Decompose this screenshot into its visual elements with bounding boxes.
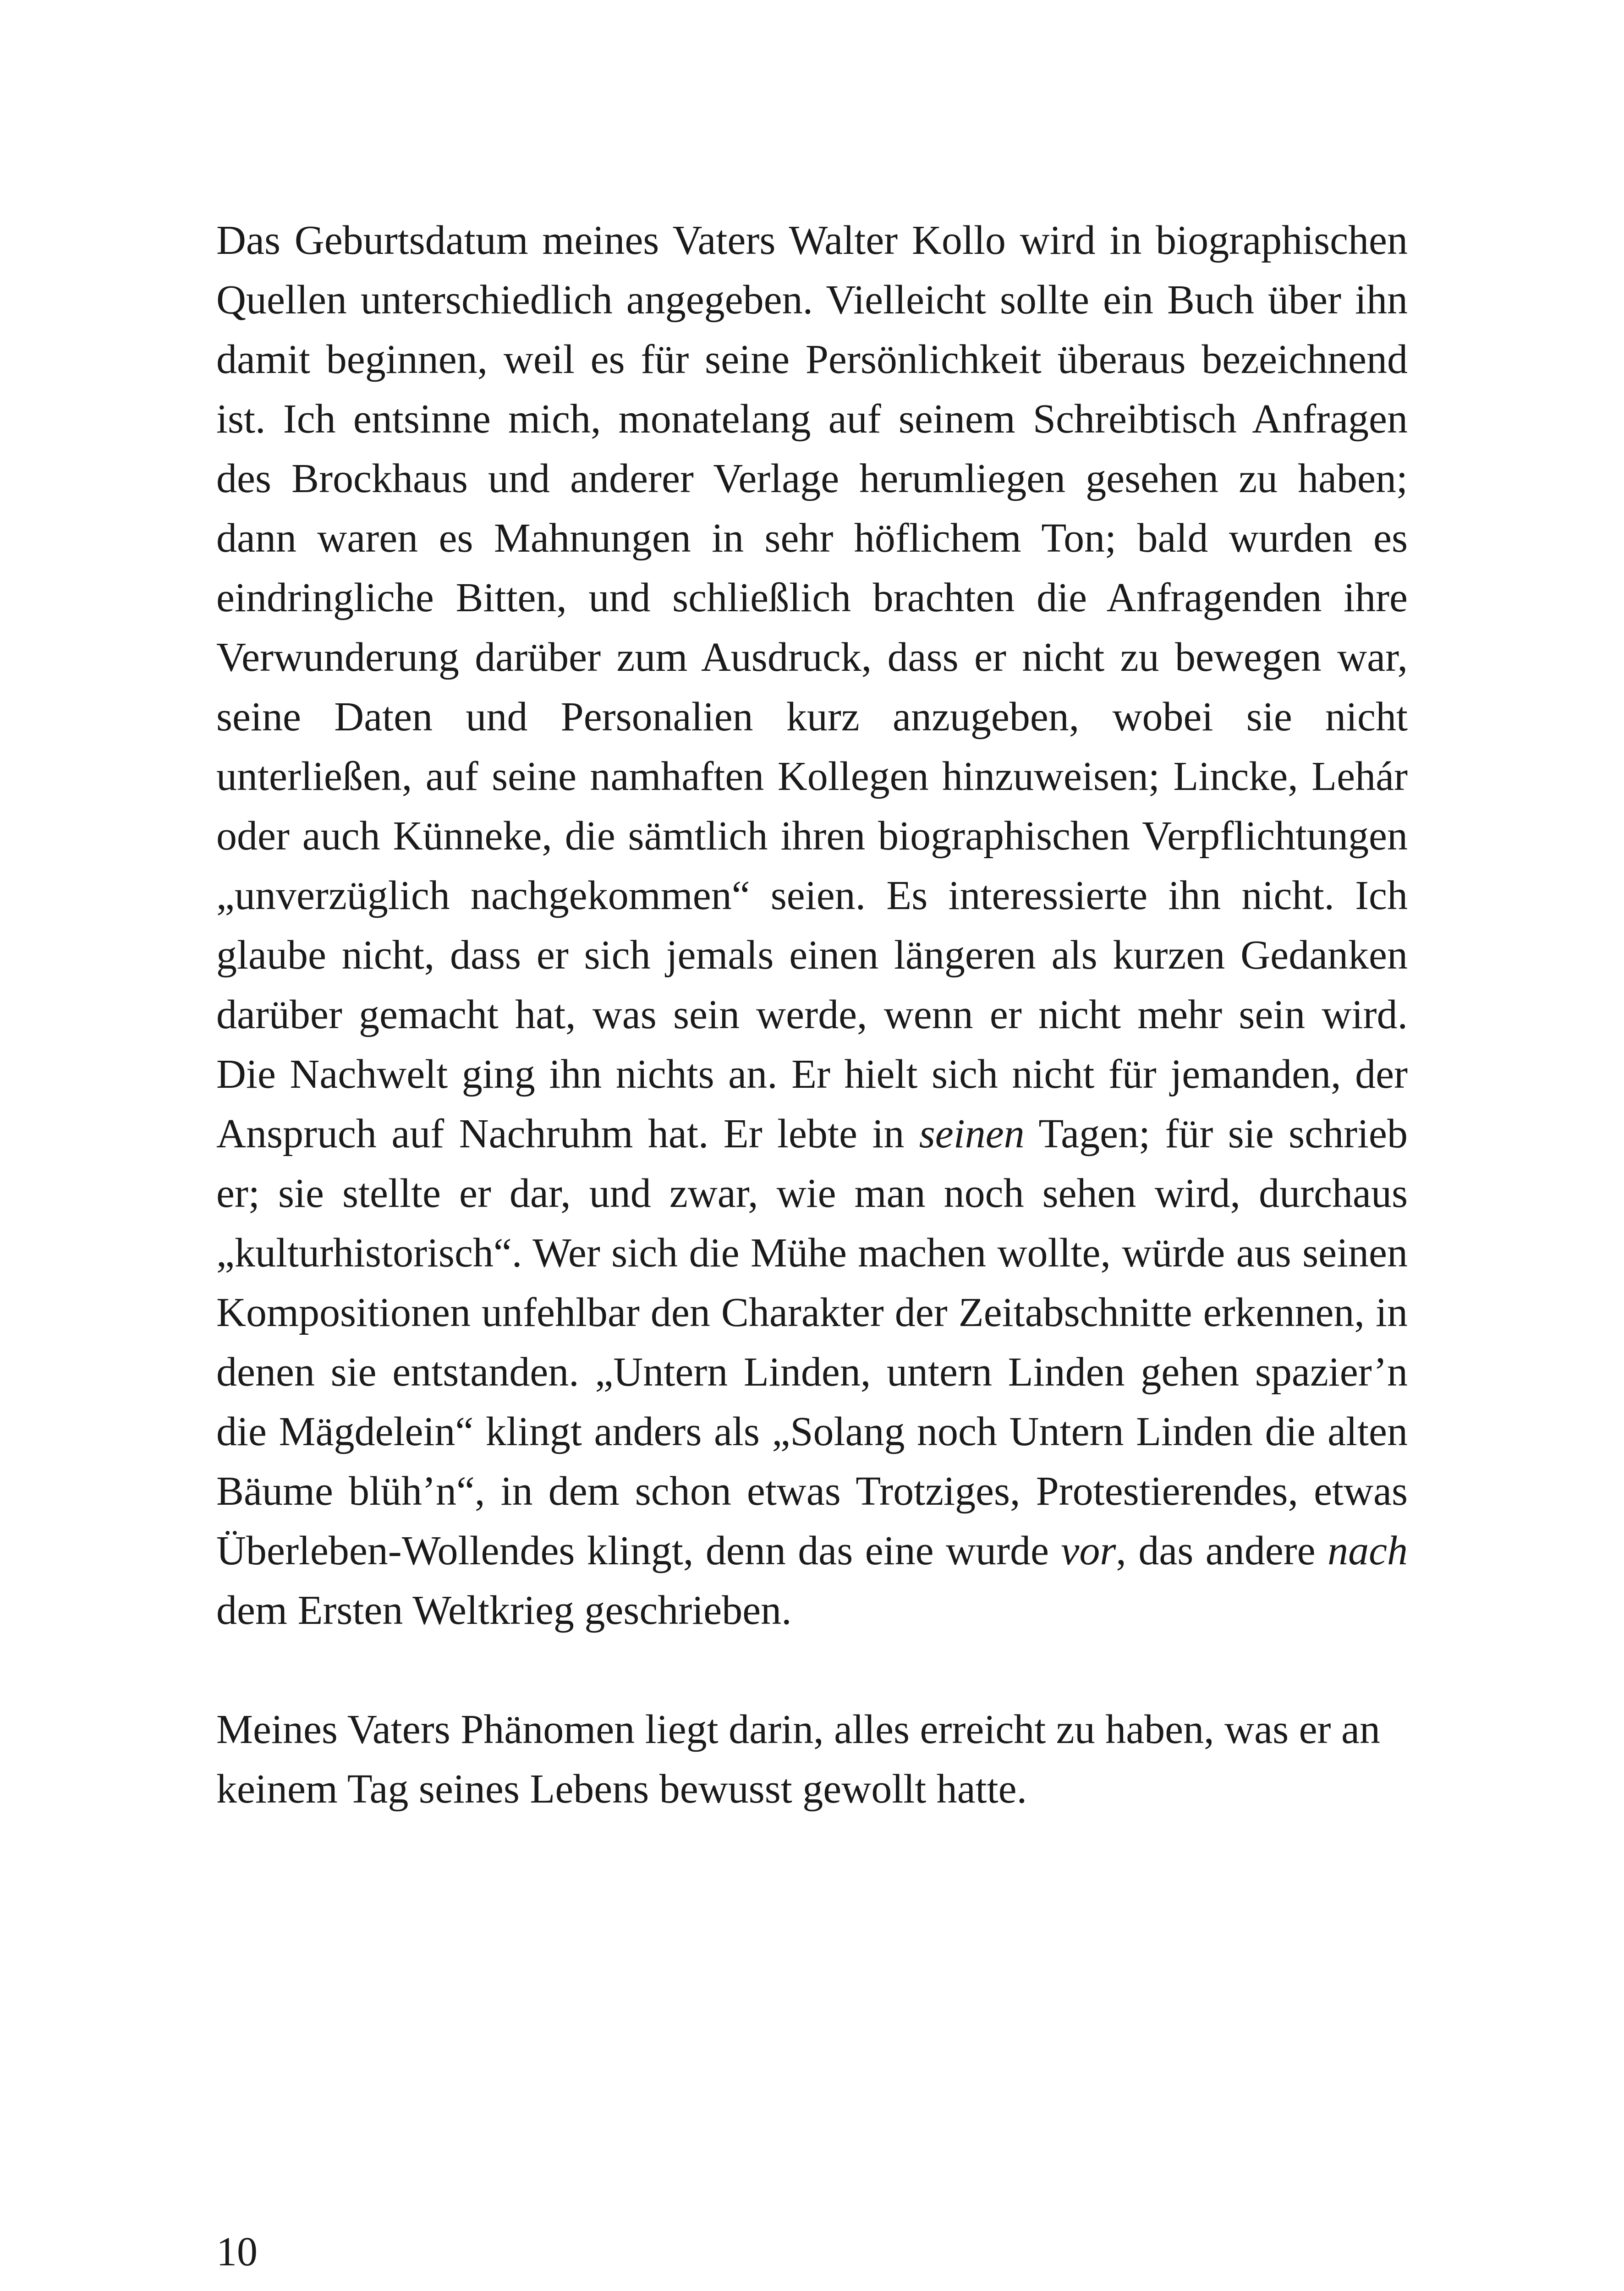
paragraph-2: Meines Vaters Phänomen liegt darin, alles erreicht zu haben, was er an keinem Tag seines Lebens bewusst gewollt hatte. [216, 1707, 1380, 1812]
paragraph-1-text-2: Tagen; für sie schrieb er; sie stellte er dar, und zwar, wie man noch sehen wird, durchaus „kulturhistorisch“. Wer sich die Mühe machen wollte, würde aus seinen Kompositionen unfehlbar den Charakter der Zeitabschnitte erkennen, in denen sie entstanden. „Untern Linden, untern Linden gehen spazier’n die Mägdelein“ klingt anders als „Solang noch Untern Linden die alten Bäume blüh’n“, in dem schon etwas Trotziges, Protestierendes, etwas Überleben-Wollendes klingt, denn das eine wurde [216, 1111, 1408, 1573]
emphasis-nach: nach [1328, 1528, 1408, 1573]
emphasis-seinen: seinen [919, 1111, 1025, 1156]
paragraph-1-text-1: Das Geburtsdatum meines Vaters Walter Kollo wird in biographischen Quellen unterschiedlich angegeben. Vielleicht sollte ein Buch über ihn damit beginnen, weil es für seine Persönlichkeit überaus bezeichnend ist. Ich entsinne mich, monatelang auf seinem Schreibtisch Anfragen des Brockhaus und anderer Verlage herumliegen gesehen zu haben; dann waren es Mahnungen in sehr höflichem Ton; bald wurden es eindringliche Bitten, und schließlich brachten die Anfragenden ihre Verwunderung darüber zum Ausdruck, dass er nicht zu bewegen war, seine Daten und Personalien kurz anzugeben, wobei sie nicht unterließen, auf seine namhaften Kollegen hinzuweisen; Lincke, Lehár oder auch Künneke, die sämtlich ihren biographischen Verpflichtungen „unverzüglich nachgekommen“ seien. Es interessierte ihn nicht. Ich glaube nicht, dass er sich jemals einen längeren als kurzen Gedanken darüber gemacht hat, was sein werde, wenn er nicht mehr sein wird. Die Nachwelt ging ihn nichts an. Er hielt sich nicht für jemanden, der Anspruch auf Nachruhm hat. Er lebte in [216, 218, 1408, 1156]
page-number: 10 [216, 2229, 258, 2275]
body-text [216, 211, 1408, 1819]
paragraph-1-text-4: dem Ersten Weltkrieg geschrieben. [216, 1588, 792, 1633]
paragraph-1-text-3: , das andere [1116, 1528, 1328, 1573]
paragraph-1 [216, 211, 1408, 1640]
emphasis-vor: vor [1061, 1528, 1116, 1573]
